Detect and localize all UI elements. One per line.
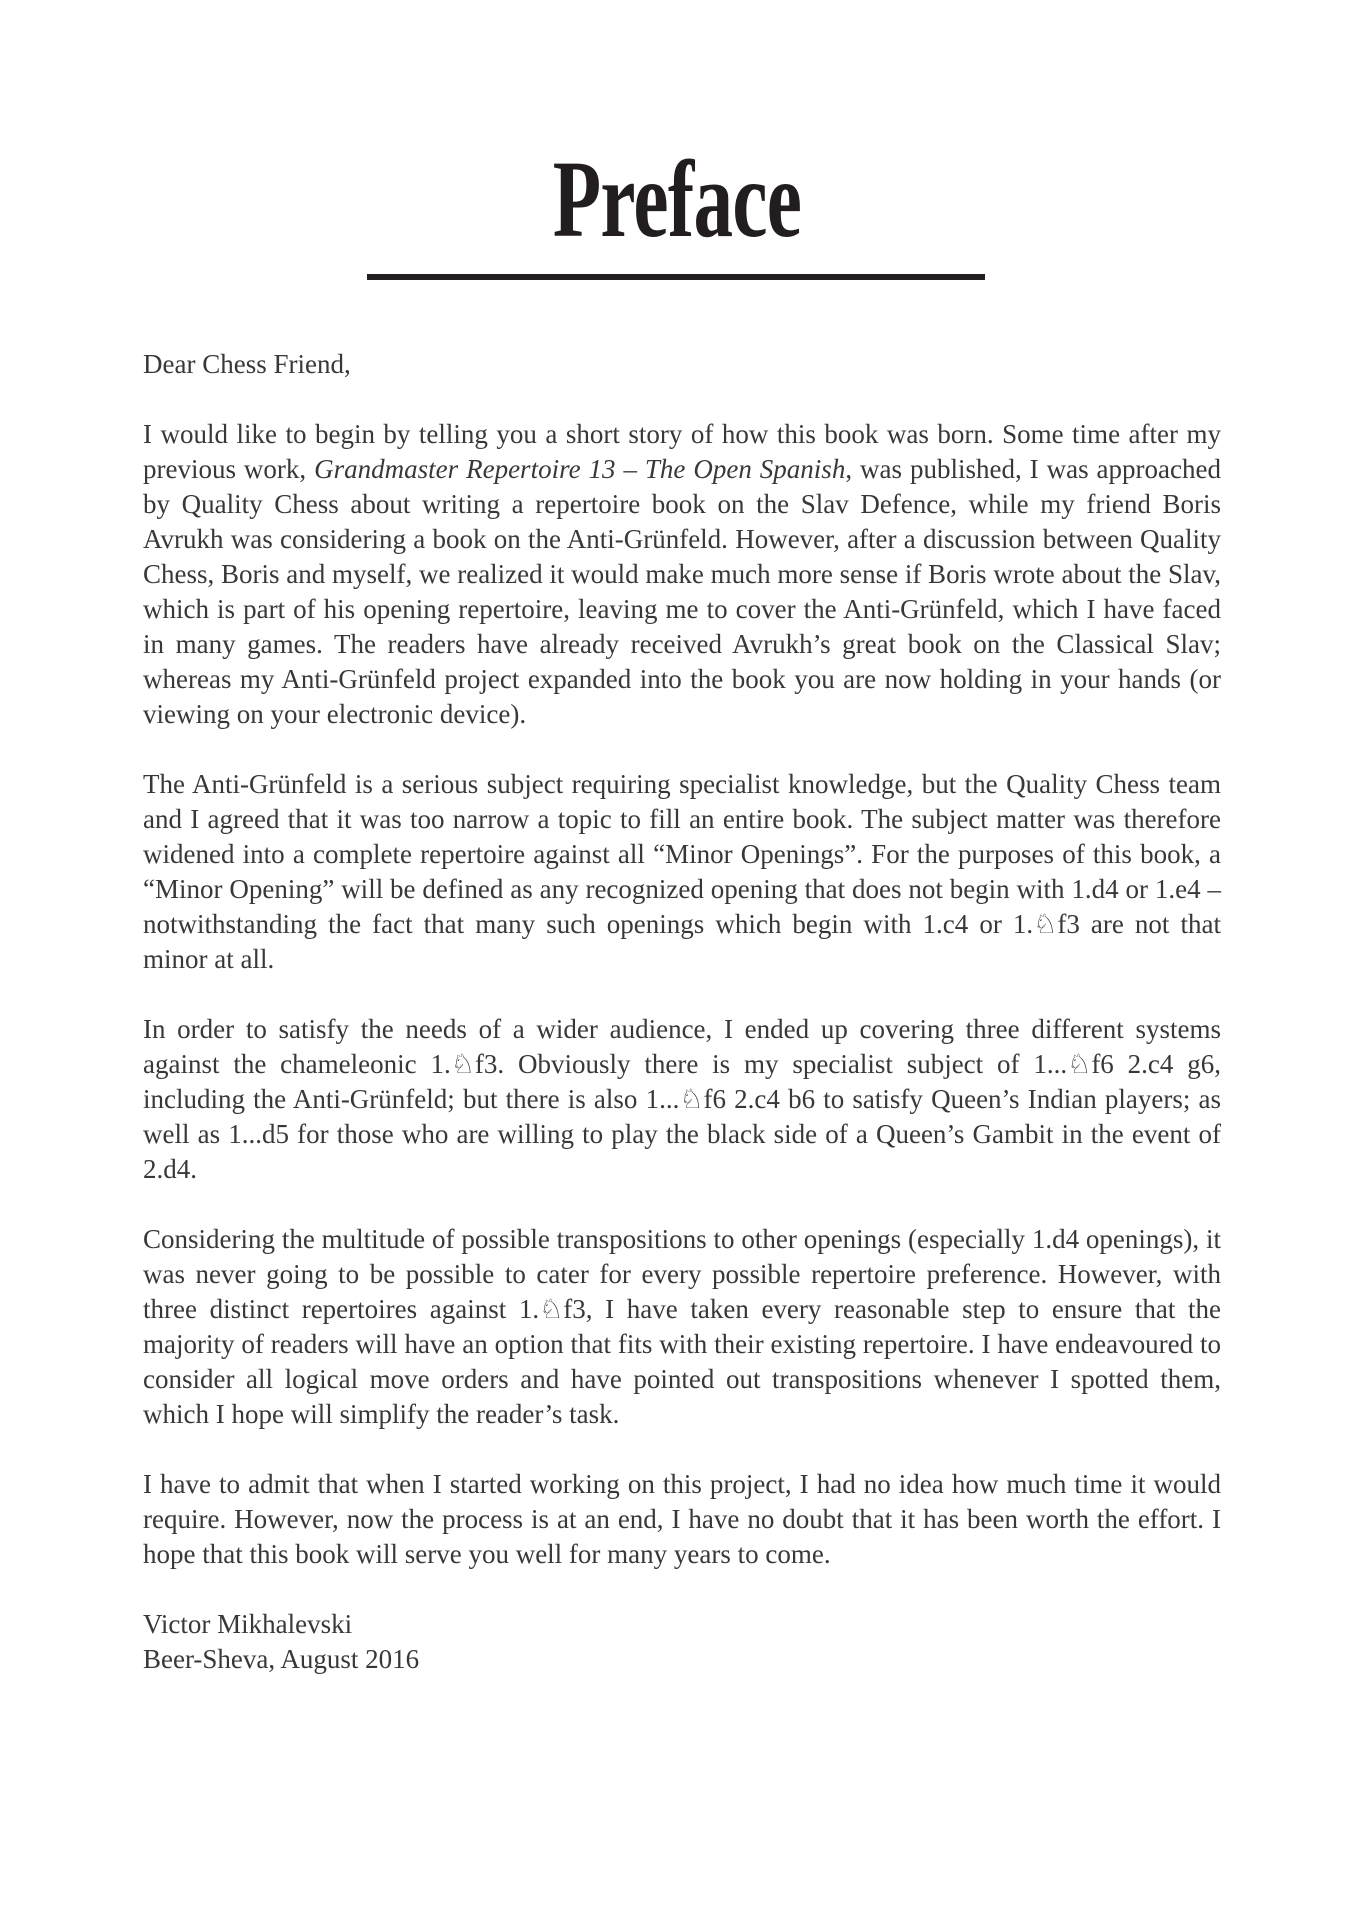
signature-name: Victor Mikhalevski: [143, 1609, 353, 1639]
page-title: Preface: [552, 138, 802, 260]
italic-book-title: Grandmaster Repertoire 13 – The Open Spanish: [314, 454, 846, 484]
paragraphs: [143, 417, 1221, 1572]
text-run: The Anti-Grünfeld is a serious subject requiring specialist knowledge, but the Quality Chess team and I agreed that it was too narrow a topic to fill an entire book. The subject matter was therefore widened into a complete repertoire against all “Minor Openings”. For the purposes of this book, a “Minor Opening” will be defined as any recognized opening that does not begin with 1.d4 or 1.e4 – notwithstanding the fact that many such openings which begin with 1.c4 or 1.♘f3 are not that minor at all.: [143, 769, 1221, 974]
preface-text-column: [143, 347, 1221, 1677]
text-run: In order to satisfy the needs of a wider audience, I ended up covering three different systems against the chameleonic 1.♘f3. Obviously there is my specialist subject of 1...♘f6 2.c4 g6, including the Anti-Grünfeld; but there is also 1...♘f6 2.c4 b6 to satisfy Queen’s Indian players; as well as 1...d5 for those who are willing to play the black side of a Queen’s Gambit in the event of 2.d4.: [143, 1014, 1221, 1184]
title-divider-rule: [367, 274, 985, 280]
body-paragraph: [143, 417, 1221, 732]
body-paragraph: [143, 1222, 1221, 1432]
text-run: I have to admit that when I started working on this project, I had no idea how much time it would require. However, now the process is at an end, I have no doubt that it has been worth the effort. I hope that this book will serve you well for many years to come.: [143, 1469, 1221, 1569]
text-run: I would like to begin by telling you a short story of how this book was born. Some time after my previous work,: [143, 419, 1221, 484]
signature-block: [143, 1607, 1221, 1677]
body-paragraph: [143, 1467, 1221, 1572]
text-run: Considering the multitude of possible transpositions to other openings (especially 1.d4 openings), it was never going to be possible to cater for every possible repertoire preference. However, with three distinct repertoires against 1.♘f3, I have taken every reasonable step to ensure that the majority of readers will have an option that fits with their existing repertoire. I have endeavoured to consider all logical move orders and have pointed out transpositions whenever I spotted them, which I hope will simplify the reader’s task.: [143, 1224, 1221, 1429]
body-paragraph: [143, 1012, 1221, 1187]
salutation: Dear Chess Friend,: [143, 349, 351, 379]
signature-place-date: Beer-Sheva, August 2016: [143, 1644, 420, 1674]
text-run: , was published, I was approached by Quality Chess about writing a repertoire book on the Slav Defence, while my friend Boris Avrukh was considering a book on the Anti-Grünfeld. However, after a discussion between Quality Chess, Boris and myself, we realized it would make much more sense if Boris wrote about the Slav, which is part of his opening repertoire, leaving me to cover the Anti-Grünfeld, which I have faced in many games. The readers have already received Avrukh’s great book on the Classical Slav; whereas my Anti-Grünfeld project expanded into the book you are now holding in your hands (or viewing on your electronic device).: [143, 454, 1222, 729]
body-paragraph: [143, 767, 1221, 977]
